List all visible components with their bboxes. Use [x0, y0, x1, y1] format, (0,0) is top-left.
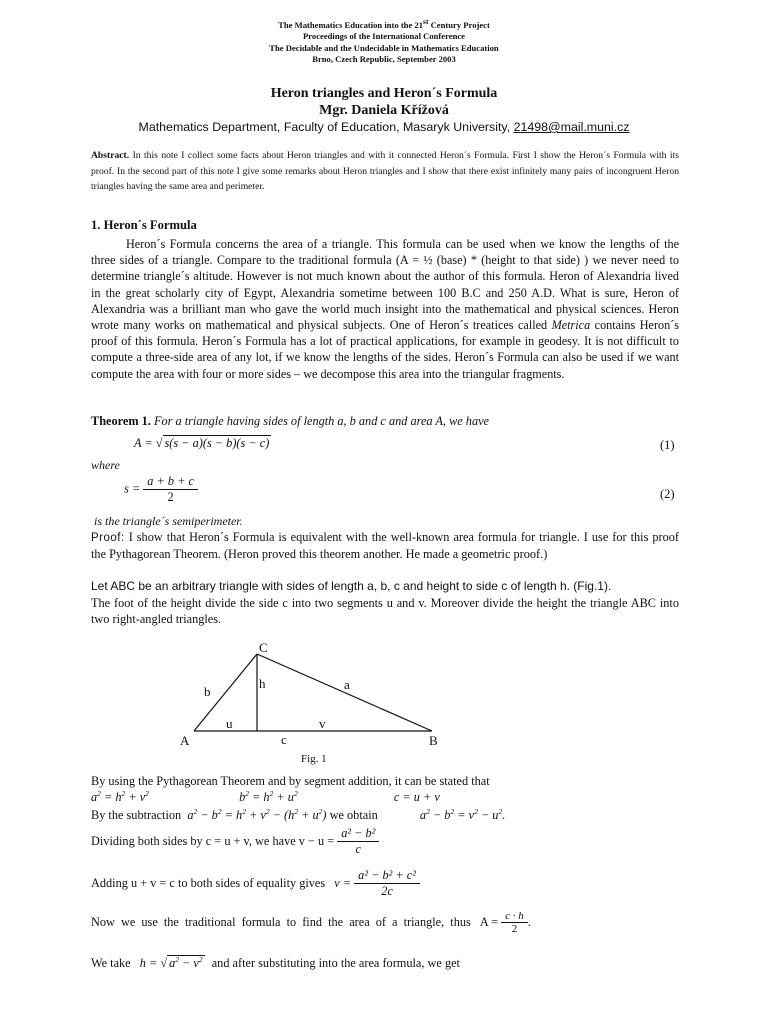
side-a-line [257, 654, 432, 731]
theorem-line [91, 414, 489, 429]
dividing-fraction [337, 826, 379, 857]
eq2-lhs: s = [124, 481, 141, 496]
header-line-2: Proceedings of the International Conference [303, 31, 465, 42]
traditional-numerator: c · h [501, 910, 528, 923]
paper-author: Mgr. Daniela Křížová [319, 103, 449, 118]
proof-line-2: Let ABC be an arbitrary triangle with sides of length a, b, c and height to side c of length h. (Fig.1). [91, 579, 612, 593]
subtraction-result: $a^2 - b^2 = v^2 - u^2$. [419, 807, 506, 823]
affiliation [0, 120, 768, 134]
adding-numerator: a² − b² + c² [354, 868, 420, 884]
section-paragraph [91, 236, 679, 382]
figure-caption: Fig. 1 [301, 753, 327, 765]
adding-fraction [354, 868, 420, 899]
subtraction-line [91, 807, 505, 823]
proof-paragraph [91, 529, 679, 562]
subtraction-expr: $a^2 - b^2 = h^2 + v^2 - (h^2 + u^2)$ [184, 807, 327, 823]
equation-2 [124, 474, 198, 505]
eq-c-sum: c = u + v [393, 790, 440, 805]
where-label: where [91, 458, 120, 472]
label-v: v [319, 716, 326, 731]
traditional-fraction [501, 910, 528, 935]
paper-title-block [0, 85, 768, 119]
theorem-label: Theorem 1. [91, 414, 151, 428]
dividing-denominator: c [355, 842, 362, 856]
abstract [91, 148, 679, 195]
equation-1 [134, 436, 271, 451]
theorem-text: For a triangle having sides of length a, b and c and area A, we have [153, 414, 490, 428]
take-after: and after substituting into the area formula, we get [211, 956, 460, 971]
dividing-line [91, 826, 379, 857]
eq2-denominator: 2 [167, 490, 174, 504]
adding-line [91, 868, 420, 899]
header-line-3: The Decidable and the Undecidable in Mathematics Education [269, 42, 499, 53]
sqrt-icon: √ [155, 436, 163, 450]
proof-label: Proof: [91, 532, 125, 544]
traditional-denominator: 2 [511, 923, 518, 935]
section-heading: 1. Heron´s Formula [91, 218, 197, 232]
derivation-intro: By using the Pythagorean Theorem and by segment addition, it can be stated that [91, 774, 490, 788]
traditional-label: Now we use the traditional formula to find the area of a triangle, thus [91, 915, 471, 929]
proof-line-3: The foot of the height divide the side c into two segments u and v. Moreover divide the height the triangle ABC into two right-angled triangles. [91, 596, 679, 627]
label-b: b [204, 684, 211, 699]
affiliation-text: Mathematics Department, Faculty of Education, Masaryk University, [138, 120, 511, 134]
paragraph-part-2: contains Heron´s proof of this formula. Heron´s Formula has a lot of practical applications, for example in geodesy. It is not difficult to compute a three-side area of any lot, if we know the lengths of the sides. Heron´s Formula can also be used if we want compute the area with four or more sides – we decompose this area into the triangular fragments. [91, 318, 680, 381]
pythagorean-equations [91, 789, 440, 805]
header-line-4: Brno, Czech Republic, September 2003 [312, 54, 456, 65]
semiperimeter-note: is the triangle´s semiperimeter. [94, 514, 243, 528]
subtraction-mid: we obtain [329, 808, 378, 823]
paragraph-part-1: Heron´s Formula concerns the area of a triangle. This formula can be used when we know the lengths of the three sides of a triangle. Compare to the traditional formula (A = ½ (base) * (height to that side) ) we never need to determine triangle´s altitude. However is not much known about the author of this formula. Heron of Alexandria lived in the great scholarly city of Egypt, Alexandria sometime between 100 B.C and 250 A.D. What is sure, Heron of Alexandria was a brilliant man who gave the world much insight into the mathematical and physical sciences. Heron wrote many works on mathematical and physical subjects. One of Heron´s treatices called [91, 237, 679, 333]
proof-text-1: I show that Heron´s Formula is equivalent with the well-known area formula for triangle. I use for this proof the Pythagorean Theorem. (Heron proved this theorem another. He made a geometric proof.) [91, 530, 680, 562]
vertex-A: A [180, 733, 190, 748]
vertex-C: C [259, 640, 268, 655]
abstract-label: Abstract. [91, 150, 130, 161]
eq2-number: (2) [660, 487, 675, 501]
take-label: We take [91, 956, 131, 971]
adding-denominator: 2c [381, 884, 393, 898]
traditional-lhs: A = [479, 915, 499, 929]
eq2-numerator: a + b + c [143, 474, 198, 490]
eq1-number: (1) [660, 438, 675, 452]
subtraction-label: By the subtraction [91, 808, 182, 823]
eq2-fraction [143, 474, 198, 505]
triangle-figure [170, 632, 470, 752]
abstract-text: In this note I collect some facts about Heron triangles and with it connected Heron´s Formula. First I show the Heron´s Formula with its proof. In the second part of this note I give some remarks about Heron triangles and I show that there exist infinitely many pairs of incongruent Heron triangles having the same area and perimeter. [91, 150, 679, 193]
adding-lhs: v = [334, 876, 352, 890]
take-line [91, 955, 460, 971]
label-h: h [259, 676, 266, 691]
header-line-1: The Mathematics Education into the 21st Century Project [278, 17, 490, 30]
adding-label: Adding u + v = c to both sides of equality gives [91, 876, 326, 890]
dividing-numerator: a² − b² [337, 826, 379, 842]
label-u: u [226, 716, 233, 731]
eq-b-squared: $b^2 = h^2 + u^2$ [239, 789, 298, 805]
label-a: a [344, 677, 350, 692]
eq1-lhs: A = [134, 436, 153, 450]
dividing-label: Dividing both sides by c = u + v, we have v − u = [91, 834, 335, 848]
traditional-line: Now we use the traditional formula to find the area of a triangle, thus A = $\frac{c \cdot h}{2}$ . [91, 910, 531, 935]
paper-title: Heron triangles and Heron´s Formula [270, 86, 498, 101]
metrica-title: Metrica [551, 318, 591, 333]
eq-a-squared: $a^2 = h^2 + v^2$ [91, 789, 149, 805]
take-expr: h = √ $a^2 - v^2$ [139, 955, 203, 971]
email-link[interactable]: 21498@mail.muni.cz [513, 120, 630, 134]
vertex-B: B [429, 733, 438, 748]
conference-header [0, 16, 768, 65]
label-c: c [281, 732, 287, 747]
eq1-radicand: s(s − a)(s − b)(s − c) [164, 436, 270, 450]
